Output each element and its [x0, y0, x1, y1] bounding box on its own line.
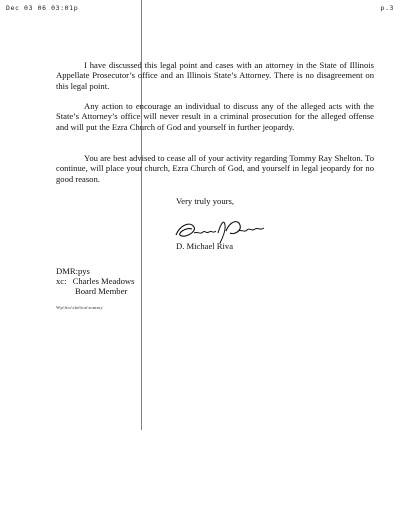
- typist-initials: DMR:pys: [56, 266, 90, 276]
- salutation: Very truly yours,: [176, 196, 234, 206]
- cc-prefix: xc:: [56, 276, 67, 286]
- fax-timestamp: Dec 03 06 03:01p: [6, 4, 79, 12]
- fax-page-number: p.3: [380, 4, 394, 12]
- cc-recipient-title: Board Member: [75, 286, 128, 296]
- signer-name: D. Michael Riva: [176, 241, 234, 251]
- fax-header: [6, 4, 394, 14]
- paragraph-action-warning: Any action to encourage an individual to discuss any of the alleged acts with the State’s Attorney’s office will never result in a criminal prosecution for the alleged offense and will put the Ezra Church of God and yourself in further jeopardy.: [56, 101, 374, 132]
- file-reference: Wp\ltrs\shelton\tommy: [56, 305, 103, 310]
- cc-line: [56, 276, 134, 286]
- paragraph-cease-advice: You are best advised to cease all of your activity regarding Tommy Ray Shelton. To continue, will place your church, Ezra Church of God, and yourself in legal jeopardy for no good reason.: [56, 153, 374, 184]
- cc-recipient-name: Charles Meadows: [72, 276, 135, 286]
- paragraph-legal-point: I have discussed this legal point and cases with an attorney in the State of Illinois Appellate Prosecutor’s office and an Illinois State’s Attorney. There is no disagreement on this legal point.: [56, 60, 374, 91]
